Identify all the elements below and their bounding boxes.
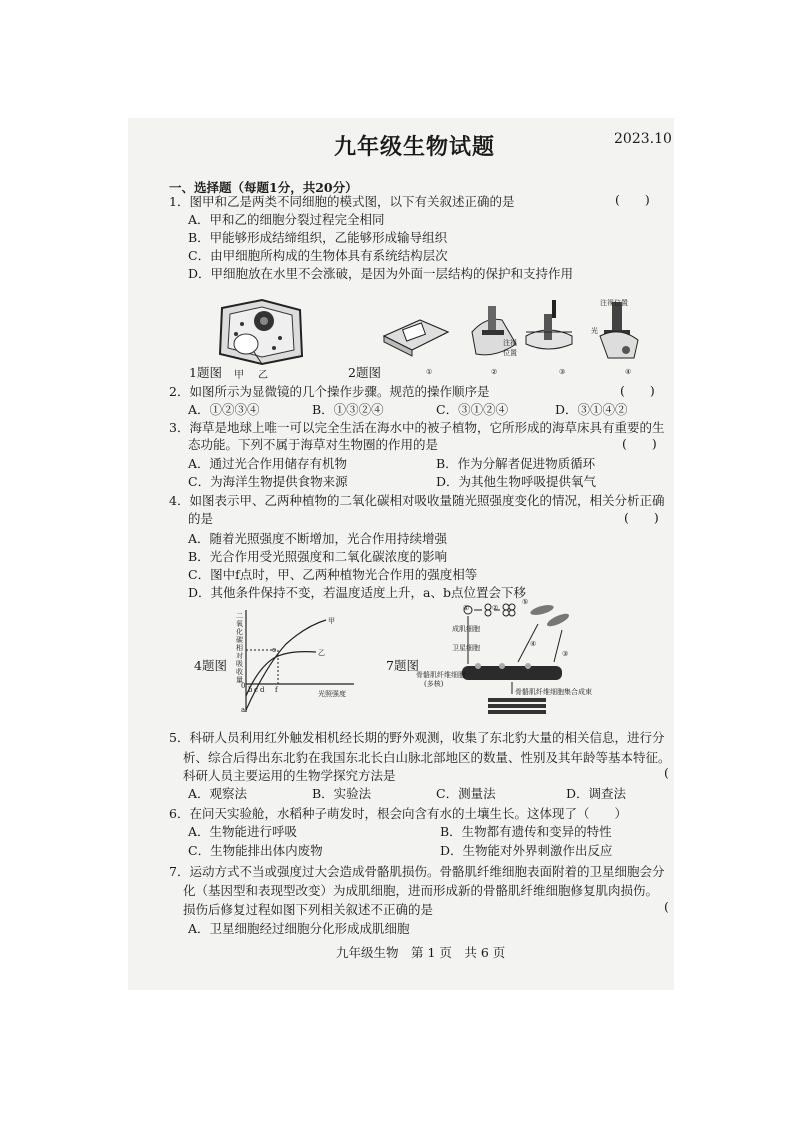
q7-stem-line1: 7．运动方式不当或强度过大会造成骨骼肌损伤。骨骼肌纤维细胞表面附着的卫星细胞会分 xyxy=(169,864,665,879)
fig4-origin: 0 xyxy=(241,682,246,690)
fig1-caption: 1题图 xyxy=(189,365,222,380)
q1-option-c: C．由甲细胞所构成的生物体具有系统结构层次 xyxy=(188,248,448,263)
fig2-focus-label-1: 注视 xyxy=(503,339,517,347)
q2-stem: 2．如图所示为显微镜的几个操作步骤。规范的操作顺序是 xyxy=(169,384,490,399)
q3-option-a: A．通过光合作用储存有机物 xyxy=(188,456,348,471)
q5-stem-line1: 5．科研人员利用红外触发相机经长期的野外观测，收集了东北豹大量的相关信息，进行分 xyxy=(169,730,665,745)
q2-option-c: C．③①②④ xyxy=(436,402,509,417)
q1-answer-blank: ( ) xyxy=(615,192,650,207)
q4-answer-blank: ( ) xyxy=(624,510,659,525)
fig2-light-label: 光 xyxy=(591,327,598,335)
fig7-fused-label: 骨骼肌纤维细胞集合成束 xyxy=(515,688,592,696)
fig2-focus-top-label: 注视位置 xyxy=(600,299,628,307)
q5-stem-line3: 科研人员主要运用的生物学探究方法是 xyxy=(183,768,396,783)
q2-option-b: B．①③②④ xyxy=(312,402,384,417)
fig4-point-b: b xyxy=(248,686,253,694)
fig4-x-label: 光照强度 xyxy=(318,690,346,698)
fig4-point-f: f xyxy=(275,686,278,694)
q7-stem-line3: 损伤后修复过程如图下列相关叙述不正确的是 xyxy=(183,902,434,917)
fig4-y-label: 二氧化碳相对吸收量 xyxy=(236,612,243,684)
page-footer: 九年级生物 第 1 页 共 6 页 xyxy=(336,945,506,960)
fig7-diagram xyxy=(458,600,578,722)
q5-answer-blank: ( xyxy=(664,765,669,780)
fig4-point-d: d xyxy=(260,686,265,694)
q4-stem-line2: 的是 xyxy=(188,511,214,526)
q6-stem: 6．在问天实验舱，水稻种子萌发时，根会向含有水的土壤生长。这体现了（ ） xyxy=(169,806,627,821)
q4-option-b: B．光合作用受光照强度和二氧化碳浓度的影响 xyxy=(188,549,448,564)
q5-option-b: B．实验法 xyxy=(312,786,372,801)
q5-option-d: D．调查法 xyxy=(566,786,627,801)
q2-answer-blank: ( ) xyxy=(620,383,655,398)
fig7-step5: ⑤ xyxy=(522,598,529,606)
fig4-series-jia: 甲 xyxy=(328,617,335,625)
q4-option-a: A．随着光照强度不断增加，光合作用持续增强 xyxy=(188,531,448,546)
exam-date: 2023.10 xyxy=(614,131,672,147)
q3-stem-line2: 态功能。下列不属于海草对生物圈的作用的是 xyxy=(188,437,439,452)
fig7-step4: ④ xyxy=(530,640,537,648)
fig2-focus-label-2: 位置 xyxy=(503,349,517,357)
fig7-fiber-label: 骨骼肌纤维细胞 xyxy=(416,671,465,679)
q5-option-c: C．测量法 xyxy=(436,786,496,801)
q3-answer-blank: ( ) xyxy=(622,436,657,451)
fig7-step1: ① xyxy=(463,604,470,612)
fig2-step1: ① xyxy=(426,368,433,376)
q1-option-a: A．甲和乙的细胞分裂过程完全相同 xyxy=(188,212,385,227)
fig2-step4: ④ xyxy=(625,368,632,376)
q6-option-b: B．生物都有遗传和变异的特性 xyxy=(440,824,612,839)
q1-option-b: B．甲能够形成结缔组织，乙能够形成输导组织 xyxy=(188,230,448,245)
fig4-point-e: e xyxy=(272,646,277,654)
fig1-pointer xyxy=(252,350,266,366)
q2-option-d: D．③①④② xyxy=(555,402,628,417)
q4-option-c: C．图中f点时，甲、乙两种植物光合作用的强度相等 xyxy=(188,567,478,582)
q3-option-d: D．为其他生物呼吸提供氧气 xyxy=(436,474,597,489)
q5-stem-line2: 析、综合后得出东北豹在我国东北长白山脉北部地区的数量、性别及其年龄等基本特征。 xyxy=(183,750,671,765)
q7-stem-line2: 化（基因型和表现型改变）为成肌细胞，进而形成新的骨骼肌纤维细胞修复肌肉损伤。 xyxy=(183,883,659,898)
q4-stem-line1: 4．如图表示甲、乙两种植物的二氧化碳相对吸收量随光照强度变化的情况，相关分析正确 xyxy=(169,493,665,508)
fig1-label-yi: 乙 xyxy=(258,370,268,381)
page-title: 九年级生物试题 xyxy=(334,134,496,160)
fig1-label-jia: 甲 xyxy=(234,370,244,381)
q5-option-a: A．观察法 xyxy=(188,786,248,801)
fig7-satellite-label: 卫星细胞 xyxy=(452,644,480,652)
fig4-point-c: c xyxy=(254,686,258,694)
q6-option-c: C．生物能排出体内废物 xyxy=(188,843,323,858)
fig7-caption: 7题图 xyxy=(386,658,419,673)
fig4-series-yi: 乙 xyxy=(318,649,325,657)
fig4-point-a: a xyxy=(241,706,246,714)
q7-option-a: A．卫星细胞经过细胞分化形成成肌细胞 xyxy=(188,921,410,936)
q6-option-a: A．生物能进行呼吸 xyxy=(188,824,298,839)
section-heading: 一、选择题（每题1分，共20分） xyxy=(169,180,358,195)
fig7-step2: ② xyxy=(492,604,499,612)
q3-option-b: B．作为分解者促进物质循环 xyxy=(436,456,596,471)
q3-option-c: C．为海洋生物提供食物来源 xyxy=(188,474,348,489)
q6-option-d: D．生物能对外界刺激作出反应 xyxy=(440,843,613,858)
fig2-caption: 2题图 xyxy=(348,365,381,380)
q4-option-d: D．其他条件保持不变，若温度适度上升，a、b点位置会下移 xyxy=(188,585,526,600)
q1-option-d: D．甲细胞放在水里不会涨破，是因为外面一层结构的保护和支持作用 xyxy=(188,266,574,281)
q3-stem-line1: 3．海草是地球上唯一可以完全生活在海水中的被子植物，它所形成的海草床具有重要的生 xyxy=(169,420,665,435)
q2-option-a: A．①②③④ xyxy=(188,402,260,417)
q1-stem: 1．图甲和乙是两类不同细胞的模式图，以下有关叙述正确的是 xyxy=(169,194,515,209)
fig7-fiber-multinuclear: (多核) xyxy=(424,680,444,688)
fig7-step3: ③ xyxy=(562,650,569,658)
fig2-step3: ③ xyxy=(559,368,566,376)
fig4-caption: 4题图 xyxy=(194,658,227,673)
fig7-myoblast-label: 成肌细胞 xyxy=(452,625,480,633)
q7-answer-blank: ( xyxy=(664,899,669,914)
fig4-curve-jia xyxy=(246,620,326,710)
fig2-step2: ② xyxy=(491,368,498,376)
